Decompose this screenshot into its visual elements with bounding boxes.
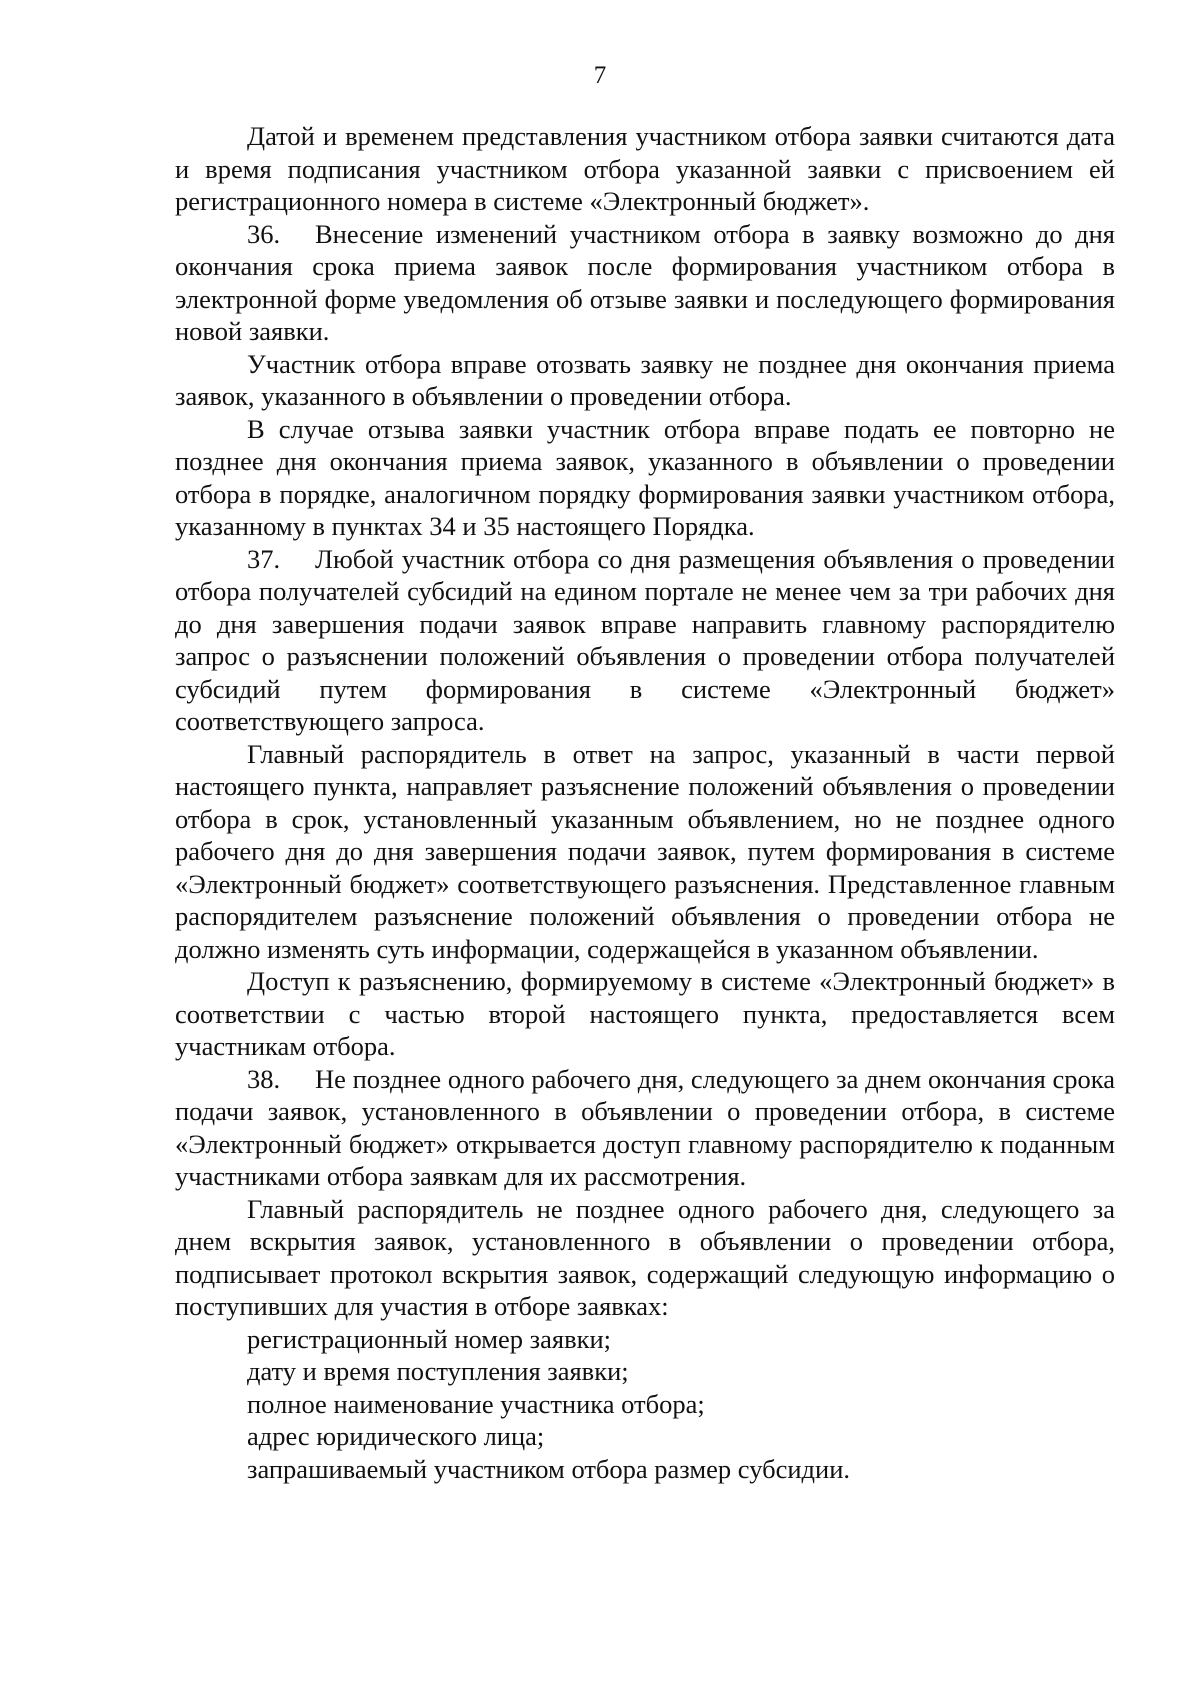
paragraph-item-37	[175, 543, 1115, 738]
page-number: 7	[593, 62, 607, 89]
paragraph-text: Главный распорядитель в ответ на запрос, указанный в части первой настоящего пункта, направляет разъяснение положений объявления о проведении отбора в срок, установленный указанным объявлением, но не позднее одного рабочего дня до дня завершения подачи заявок, путем формирования в системе «Электронный бюджет» соответствующего разъяснения. Представленное главным распорядителем разъяснение положений объявления о проведении отбора не должно изменять суть информации, содержащейся в указанном объявлении.	[175, 738, 1115, 964]
paragraph-text: В случае отзыва заявки участник отбора вправе подать ее повторно не позднее дня окончания приема заявок, указанного в объявлении о проведении отбора в порядке, аналогичном порядку формирования заявки участником отбора, указанному в пунктах 34 и 35 настоящего Порядка.	[175, 413, 1115, 541]
paragraph-text: Любой участник отбора со дня размещения объявления о проведении отбора получателей субсидий на едином портале не менее чем за три рабочих дня до дня завершения подачи заявок вправе направить главному распорядителю запрос о разъяснении положений объявления о проведении отбора получателей субсидий путем формирования в системе «Электронный бюджет» соответствующего запроса.	[175, 543, 1115, 736]
paragraph-item-36	[175, 218, 1115, 348]
list-item: полное наименование участника отбора;	[247, 1388, 705, 1419]
paragraph	[175, 965, 1115, 1063]
paragraph-text: Доступ к разъяснению, формируемому в системе «Электронный бюджет» в соответствии с частью второй настоящего пункта, предоставляется всем участникам отбора.	[175, 966, 1115, 1061]
list-item: дату и время поступления заявки;	[247, 1356, 629, 1386]
item-number: 38.	[247, 1063, 281, 1094]
item-number: 36.	[247, 218, 281, 249]
paragraph-text: Внесение изменений участником отбора в заявку возможно до дня окончания срока приема заявок после формирования участником отбора в электронной форме уведомления об отзыве заявки и последующего формирования новой заявки.	[175, 218, 1115, 346]
paragraph	[175, 348, 1115, 413]
paragraph	[175, 738, 1115, 966]
paragraph-item-38	[175, 1063, 1115, 1193]
list-item: регистрационный номер заявки;	[247, 1323, 612, 1354]
list-item: запрашиваемый участником отбора размер субсидии.	[247, 1453, 851, 1484]
paragraph-text: Не позднее одного рабочего дня, следующего за днем окончания срока подачи заявок, установленного в объявлении о проведении отбора, в системе «Электронный бюджет» открывается доступ главному распорядителю к поданным участниками отбора заявкам для их рассмотрения.	[175, 1063, 1115, 1191]
paragraph	[175, 120, 1115, 218]
item-number: 37.	[247, 543, 281, 574]
paragraph-text: Участник отбора вправе отозвать заявку не позднее дня окончания приема заявок, указанного в объявлении о проведении отбора.	[175, 348, 1115, 411]
paragraph	[175, 413, 1115, 543]
list-item: адрес юридического лица;	[247, 1421, 545, 1451]
paragraph-text: Главный распорядитель не позднее одного рабочего дня, следующего за днем вскрытия заявок, установленного в объявлении о проведении отбора, подписывает протокол вскрытия заявок, содержащий следующую информацию о поступивших для участия в отборе заявках:	[175, 1193, 1115, 1321]
paragraph-text: Датой и временем представления участником отбора заявки считаются дата и время подписания участником отбора указанной заявки с присвоением ей регистрационного номера в системе «Электронный бюджет».	[175, 121, 1115, 216]
paragraph	[175, 1193, 1115, 1323]
document-body	[175, 120, 1115, 1485]
